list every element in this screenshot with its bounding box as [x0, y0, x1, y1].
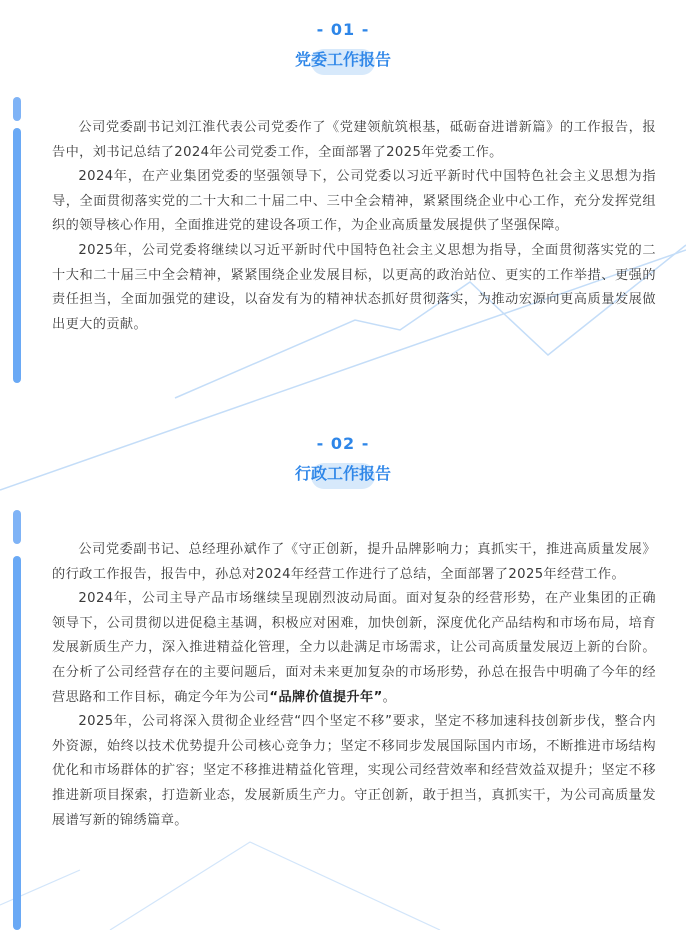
section-2-accent-bar-top [13, 510, 21, 544]
section-1-title: 党委工作报告 [294, 50, 391, 69]
section-2-paragraph-3: 2025年，公司将深入贯彻企业经营“四个坚定不移”要求，坚定不移加速科技创新步伐，整合内外资源，始终以技术优势提升公司核心竞争力；坚定不移同步发展国际国内市场，不断推进市场结构优化和市场群体的扩容；坚定不移推进精益化管理，实现公司经营效率和经营效益双提升；坚定不移推进新项目探索，打造新业态，发展新质生产力。守正创新，敢于担当，真抓实干，为公司高质量发展谱写新的锦绣篇章。 [52, 714, 656, 828]
section-2-number: - 02 - [316, 434, 370, 453]
section-1-body [52, 116, 656, 337]
section-2-paragraph-2 [52, 587, 656, 710]
section-2-emphasis-tail: 。 [382, 689, 397, 705]
section-1-title-wrap [295, 47, 391, 70]
section-1-header [0, 20, 686, 70]
section-1-number: - 01 - [316, 20, 370, 39]
section-2-accent-bar [13, 556, 21, 930]
section-1-paragraph-2: 2024年，在产业集团党委的坚强领导下，公司党委以习近平新时代中国特色社会主义思想为指导，全面贯彻落实党的二十大和二十届二中、三中全会精神，紧紧围绕企业中心工作，充分发挥党组织的领导核心作用，全面推进党的建设各项工作，为企业高质量发展提供了坚强保障。 [52, 169, 656, 234]
section-2-body [52, 538, 656, 833]
section-2-paragraph-2-text: 2024年，公司主导产品市场继续呈现剧烈波动局面。面对复杂的经营形势，在产业集团的正确领导下，公司贯彻以进促稳主基调，积极应对困难，加快创新，深度优化产品结构和市场布局，培育发展新质生产力，深入推进精益化管理，全力以赴满足市场需求，让公司高质量发展迈上新的台阶。在分析了公司经营存在的主要问题后，面对未来更加复杂的市场形势，孙总在报告中明确了今年的经营思路和工作目标，确定今年为公司 [52, 591, 656, 705]
section-2-emphasis: “品牌价值提升年” [269, 689, 383, 705]
section-2-title-wrap [295, 461, 391, 484]
section-2-title: 行政工作报告 [294, 464, 391, 483]
section-1-paragraph-1: 公司党委副书记刘江淮代表公司党委作了《党建领航筑根基，砥砺奋进谱新篇》的工作报告，报告中，刘书记总结了2024年公司党委工作，全面部署了2025年党委工作。 [52, 120, 656, 160]
section-2-paragraph-1: 公司党委副书记、总经理孙斌作了《守正创新，提升品牌影响力；真抓实干，推进高质量发展》的行政工作报告，报告中，孙总对2024年经营工作进行了总结，全面部署了2025年经营工作。 [52, 542, 656, 582]
section-1-accent-bar [13, 128, 21, 383]
section-2-header [0, 434, 686, 484]
section-1-paragraph-3: 2025年，公司党委将继续以习近平新时代中国特色社会主义思想为指导，全面贯彻落实党的二十大和二十届三中全会精神，紧紧围绕企业发展目标，以更高的政治站位、更实的工作举措、更强的责任担当，全面加强党的建设，以奋发有为的精神状态抓好贯彻落实，为推动宏源向更高质量发展做出更大的贡献。 [52, 242, 656, 332]
section-1-accent-bar-top [13, 97, 21, 121]
